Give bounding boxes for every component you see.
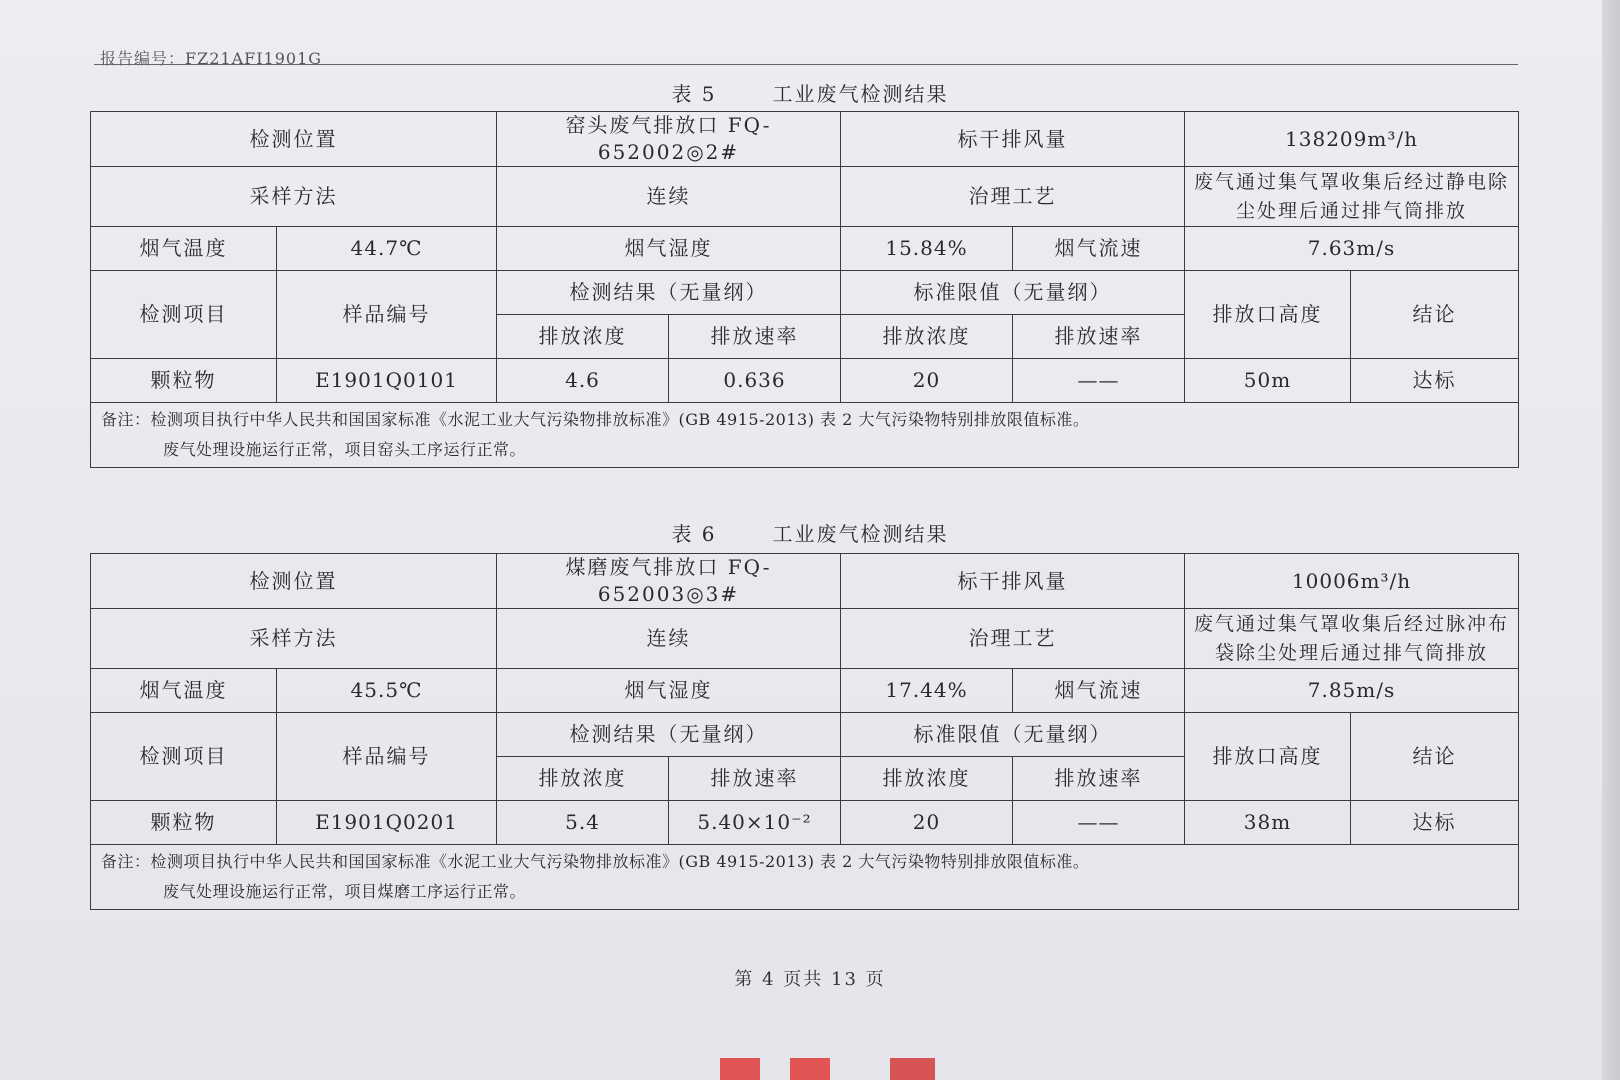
humidity-value: 17.44%: [841, 669, 1013, 713]
table6-caption-number: 表 6: [671, 522, 717, 546]
rate-label: 排放速率: [669, 757, 841, 801]
limit-conc-label: 排放浓度: [841, 757, 1013, 801]
velocity-value: 7.85m/s: [1185, 669, 1519, 713]
airflow-label: 标干排风量: [841, 112, 1185, 167]
item-label: 检测项目: [91, 713, 277, 801]
item-value: 颗粒物: [91, 801, 277, 845]
header-rule: [94, 64, 1518, 65]
page-number: 第 4 页共 13 页: [734, 969, 886, 990]
limit-conc-value: 20: [841, 359, 1013, 403]
location-value: 窑头废气排放口 FQ-652002◎2#: [497, 112, 841, 167]
sampling-value: 连续: [497, 609, 841, 669]
limit-conc-value: 20: [841, 801, 1013, 845]
table6: [90, 553, 1519, 910]
table-row: [91, 801, 1519, 845]
conc-label: 排放浓度: [497, 757, 669, 801]
limit-rate-value: ——: [1013, 359, 1185, 403]
result-label: 检测结果（无量纲）: [497, 713, 841, 757]
note-line-1: 备注：检测项目执行中华人民共和国国家标准《水泥工业大气污染物排放标准》(GB 4915-2013) 表 2 大气污染物特别排放限值标准。: [101, 410, 1090, 429]
treatment-value: 废气通过集气罩收集后经过静电除尘处理后通过排气筒排放: [1185, 167, 1519, 227]
location-label: 检测位置: [91, 112, 497, 167]
outlet-height-label: 排放口高度: [1185, 271, 1351, 359]
rate-label: 排放速率: [669, 315, 841, 359]
conc-value: 5.4: [497, 801, 669, 845]
temp-label: 烟气温度: [91, 669, 277, 713]
temp-label: 烟气温度: [91, 227, 277, 271]
velocity-label: 烟气流速: [1013, 669, 1185, 713]
red-seal-stamp: [720, 1058, 960, 1080]
limit-label: 标准限值（无量纲）: [841, 713, 1185, 757]
result-label: 检测结果（无量纲）: [497, 271, 841, 315]
sampling-label: 采样方法: [91, 609, 497, 669]
table-row: [91, 359, 1519, 403]
conclusion-value: 达标: [1351, 359, 1519, 403]
sampling-label: 采样方法: [91, 167, 497, 227]
rate-value: 5.40×10⁻²: [669, 801, 841, 845]
velocity-value: 7.63m/s: [1185, 227, 1519, 271]
humidity-label: 烟气湿度: [497, 669, 841, 713]
treatment-value: 废气通过集气罩收集后经过脉冲布袋除尘处理后通过排气筒排放: [1185, 609, 1519, 669]
rate-value: 0.636: [669, 359, 841, 403]
table-row: [91, 669, 1519, 713]
treatment-label: 治理工艺: [841, 167, 1185, 227]
table5-caption-number: 表 5: [671, 82, 717, 106]
conc-label: 排放浓度: [497, 315, 669, 359]
height-value: 50m: [1185, 359, 1351, 403]
table-row: [91, 403, 1519, 468]
table-row: [91, 271, 1519, 315]
sample-label: 样品编号: [277, 713, 497, 801]
limit-rate-value: ——: [1013, 801, 1185, 845]
table5-note: [91, 403, 1519, 468]
location-label: 检测位置: [91, 554, 497, 609]
table5-caption: [0, 78, 1620, 107]
report-number: 报告编号：FZ21AFI1901G: [100, 49, 323, 68]
conclusion-label: 结论: [1351, 713, 1519, 801]
airflow-label: 标干排风量: [841, 554, 1185, 609]
treatment-label: 治理工艺: [841, 609, 1185, 669]
temp-value: 44.7℃: [277, 227, 497, 271]
sample-value: E1901Q0101: [277, 359, 497, 403]
limit-conc-label: 排放浓度: [841, 315, 1013, 359]
table-row: [91, 845, 1519, 910]
table6-caption-title: 工业废气检测结果: [772, 522, 949, 546]
airflow-value: 138209m³/h: [1185, 112, 1519, 167]
velocity-label: 烟气流速: [1013, 227, 1185, 271]
airflow-value: 10006m³/h: [1185, 554, 1519, 609]
table-row: [91, 554, 1519, 609]
temp-value: 45.5℃: [277, 669, 497, 713]
location-value: 煤磨废气排放口 FQ-652003◎3#: [497, 554, 841, 609]
table-row: [91, 713, 1519, 757]
limit-rate-label: 排放速率: [1013, 757, 1185, 801]
note-line-2: 废气处理设施运行正常，项目煤磨工序运行正常。: [163, 882, 527, 901]
sample-value: E1901Q0201: [277, 801, 497, 845]
conclusion-label: 结论: [1351, 271, 1519, 359]
table-row: [91, 112, 1519, 167]
table6-caption: [0, 518, 1620, 547]
table-row: [91, 609, 1519, 669]
conc-value: 4.6: [497, 359, 669, 403]
sampling-value: 连续: [497, 167, 841, 227]
paper-edge-shadow: [1602, 0, 1620, 1080]
item-value: 颗粒物: [91, 359, 277, 403]
note-line-2: 废气处理设施运行正常，项目窑头工序运行正常。: [163, 440, 527, 459]
limit-label: 标准限值（无量纲）: [841, 271, 1185, 315]
table6-note: [91, 845, 1519, 910]
sample-label: 样品编号: [277, 271, 497, 359]
humidity-label: 烟气湿度: [497, 227, 841, 271]
item-label: 检测项目: [91, 271, 277, 359]
table-row: [91, 227, 1519, 271]
table5: [90, 111, 1519, 468]
table-row: [91, 167, 1519, 227]
table5-caption-title: 工业废气检测结果: [772, 82, 949, 106]
humidity-value: 15.84%: [841, 227, 1013, 271]
note-line-1: 备注：检测项目执行中华人民共和国国家标准《水泥工业大气污染物排放标准》(GB 4915-2013) 表 2 大气污染物特别排放限值标准。: [101, 852, 1090, 871]
outlet-height-label: 排放口高度: [1185, 713, 1351, 801]
limit-rate-label: 排放速率: [1013, 315, 1185, 359]
conclusion-value: 达标: [1351, 801, 1519, 845]
height-value: 38m: [1185, 801, 1351, 845]
